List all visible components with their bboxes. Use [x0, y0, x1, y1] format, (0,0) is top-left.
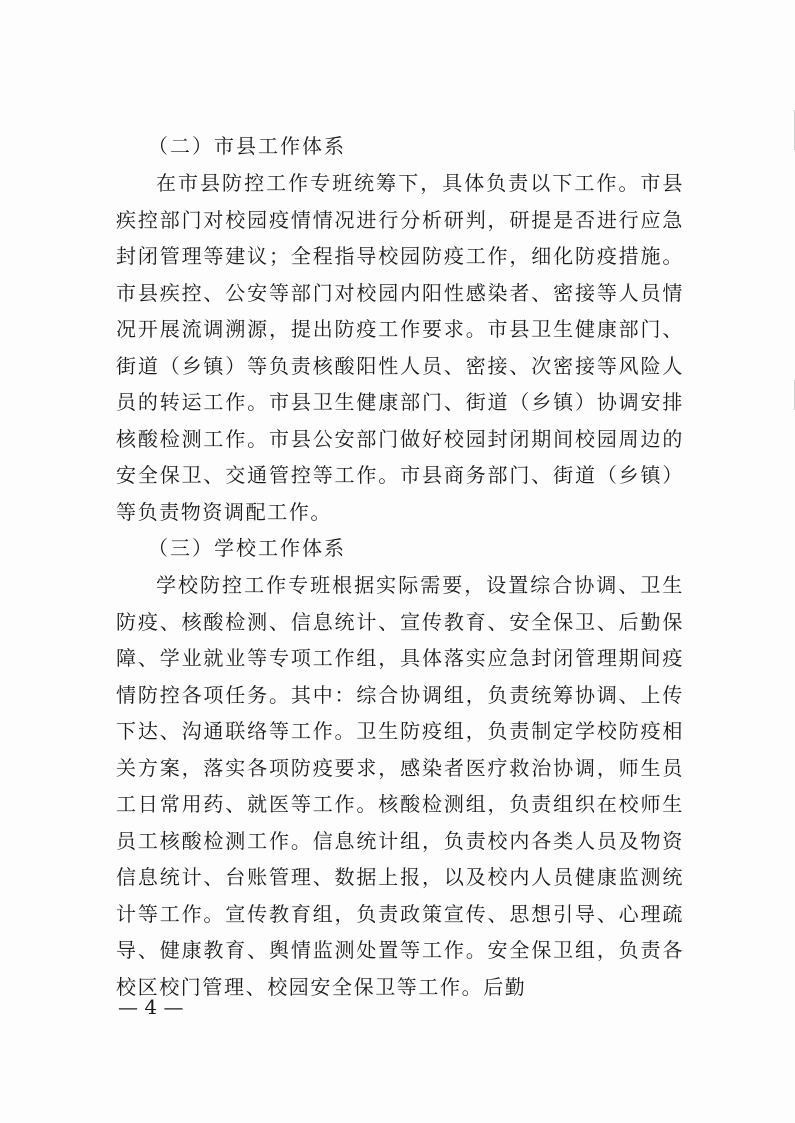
section-paragraph-school: 学校防控工作专班根据实际需要，设置综合协调、卫生防疫、核酸检测、信息统计、宣传教育、安全保卫、后勤保障、学业就业等专项工作组，具体落实应急封闭管理期间疫情防控各项任务。其中：综合协调组，负责统筹协调、上传下达、沟通联络等工作。卫生防疫组，负责制定学校防疫相关方案，落实各项防疫要求，感染者医疗救治协调，师生员工日常用药、就医等工作。核酸检测组，负责组织在校师生员工核酸检测工作。信息统计组，负责校内各类人员及物资信息统计、台账管理、数据上报，以及校内人员健康监测统计等工作。宣传教育组，负责政策宣传、思想引导、心理疏导、健康教育、舆情监测处置等工作。安全保卫组，负责各校区校门管理、校园安全保卫等工作。后勤 — [116, 573, 684, 999]
section-heading-city-county: （二）市县工作体系 — [148, 134, 346, 158]
section-heading-school: （三）学校工作体系 — [148, 536, 346, 560]
section-paragraph-city-county: 在市县防控工作专班统筹下，具体负责以下工作。市县疾控部门对校园疫情情况进行分析研判，研提是否进行应急封闭管理等建议；全程指导校园防疫工作，细化防疫措施。市县疾控、公安等部门对校园内阳性感染者、密接等人员情况开展流调溯源，提出防疫工作要求。市县卫生健康部门、街道（乡镇）等负责核酸阳性人员、密接、次密接等风险人员的转运工作。市县卫生健康部门、街道（乡镇）协调安排核酸检测工作。市县公安部门做好校园封闭期间校园周边的安全保卫、交通管控等工作。市县商务部门、街道（乡镇）等负责物资调配工作。 — [116, 171, 684, 524]
document-body — [116, 128, 684, 1005]
page-number: — 4 — — [118, 995, 184, 1019]
